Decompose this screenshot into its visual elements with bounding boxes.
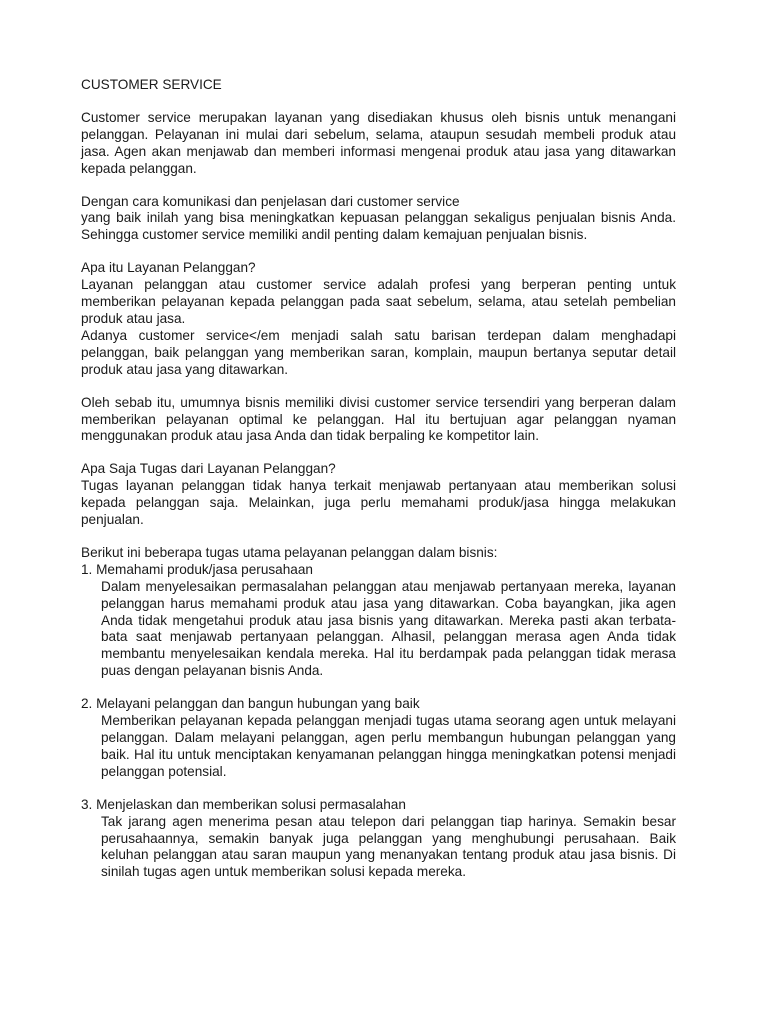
document-title: CUSTOMER SERVICE [81,77,222,92]
task-item-heading: 3. Menjelaskan dan memberikan solusi permasalahan [81,796,406,812]
task-item-body: Dalam menyelesaikan permasalahan pelanggan atau menjawab pertanyaan mereka, layanan pelanggan harus memahami produk atau jasa yang ditawarkan. Coba bayangkan, jika agen Anda tidak mengetahui produk atau jasa bisnis yang ditawarkan. Mereka pasti akan terbata-bata saat menjawab pertanyaan pelanggan. Alhasil, pelanggan merasa agen Anda tidak membantu menyelesaikan kendala mereka. Hal itu berdampak pada pelanggan tidak merasa puas dengan pelayanan bisnis Anda. [101,578,676,679]
division-paragraph: Oleh sebab itu, umumnya bisnis memiliki divisi customer service tersendiri yang berperan dalam memberikan pelayanan optimal ke pelanggan. Hal itu bertujuan agar pelanggan nyaman menggunakan produk atau jasa Anda dan tidak berpaling ke kompetitor lain. [81,394,676,444]
tasks-paragraph: Tugas layanan pelanggan tidak hanya terkait menjawab pertanyaan atau memberikan solusi kepada pelanggan saja. Melainkan, juga perlu memahami produk/jasa hingga melakukan penjualan. [81,478,676,528]
communication-paragraph: yang baik inilah yang bisa meningkatkan kepuasan pelanggan sekaligus penjualan bisnis Anda. Sehingga customer service memiliki andil penting dalam kemajuan penjualan bisnis. [81,210,676,243]
tasks-section [81,461,676,529]
tasks-heading: Apa Saja Tugas dari Layanan Pelanggan? [81,461,336,477]
communication-line: Dengan cara komunikasi dan penjelasan dari customer service [81,193,460,209]
task-list-item-1 [81,545,676,680]
intro-section [81,110,676,178]
task-item-heading: 2. Melayani pelanggan dan bangun hubungan yang baik [81,696,420,712]
task-list-item-3 [81,797,676,882]
what-is-paragraph-1: Layanan pelanggan atau customer service adalah profesi yang berperan penting untuk memberikan pelayanan kepada pelanggan pada saat sebelum, selama, atau setelah pembelian produk atau jasa. [81,277,676,326]
division-section [81,395,676,446]
intro-paragraph: Customer service merupakan layanan yang disediakan khusus oleh bisnis untuk menangani pelanggan. Pelayanan ini mulai dari sebelum, selama, ataupun sesudah membeli produk atau jasa. Agen akan menjawab dan memberi informasi mengenai produk atau jasa yang ditawarkan kepada pelanggan. [81,109,676,176]
task-list-item-2 [81,696,676,781]
communication-section [81,194,676,245]
what-is-section [81,260,676,378]
task-list-intro: Berikut ini beberapa tugas utama pelayanan pelanggan dalam bisnis: [81,544,498,560]
document-body [81,77,676,897]
what-is-paragraph-2: Adanya customer service</em menjadi salah satu barisan terdepan dalam menghadapi pelanggan, baik pelanggan yang memberikan saran, komplain, maupun bertanya seputar detail produk atau jasa yang ditawarkan. [81,327,676,377]
what-is-heading: Apa itu Layanan Pelanggan? [81,260,256,276]
task-item-heading: 1. Memahami produk/jasa perusahaan [81,561,313,577]
task-item-body: Memberikan pelayanan kepada pelanggan menjadi tugas utama seorang agen untuk melayani pelanggan. Dalam melayani pelanggan, agen perlu membangun hubungan pelanggan yang baik. Hal itu untuk menciptakan kenyamanan pelanggan hingga meningkatkan potensi menjadi pelanggan potensial. [101,713,676,779]
task-item-body: Tak jarang agen menerima pesan atau telepon dari pelanggan tiap harinya. Semakin besar perusahaannya, semakin banyak juga pelanggan yang menghubungi perusahaan. Baik keluhan pelanggan atau saran maupun yang menanyakan tentang produk atau jasa bisnis. Di sinilah tugas agen untuk memberikan solusi kepada mereka. [101,813,676,880]
